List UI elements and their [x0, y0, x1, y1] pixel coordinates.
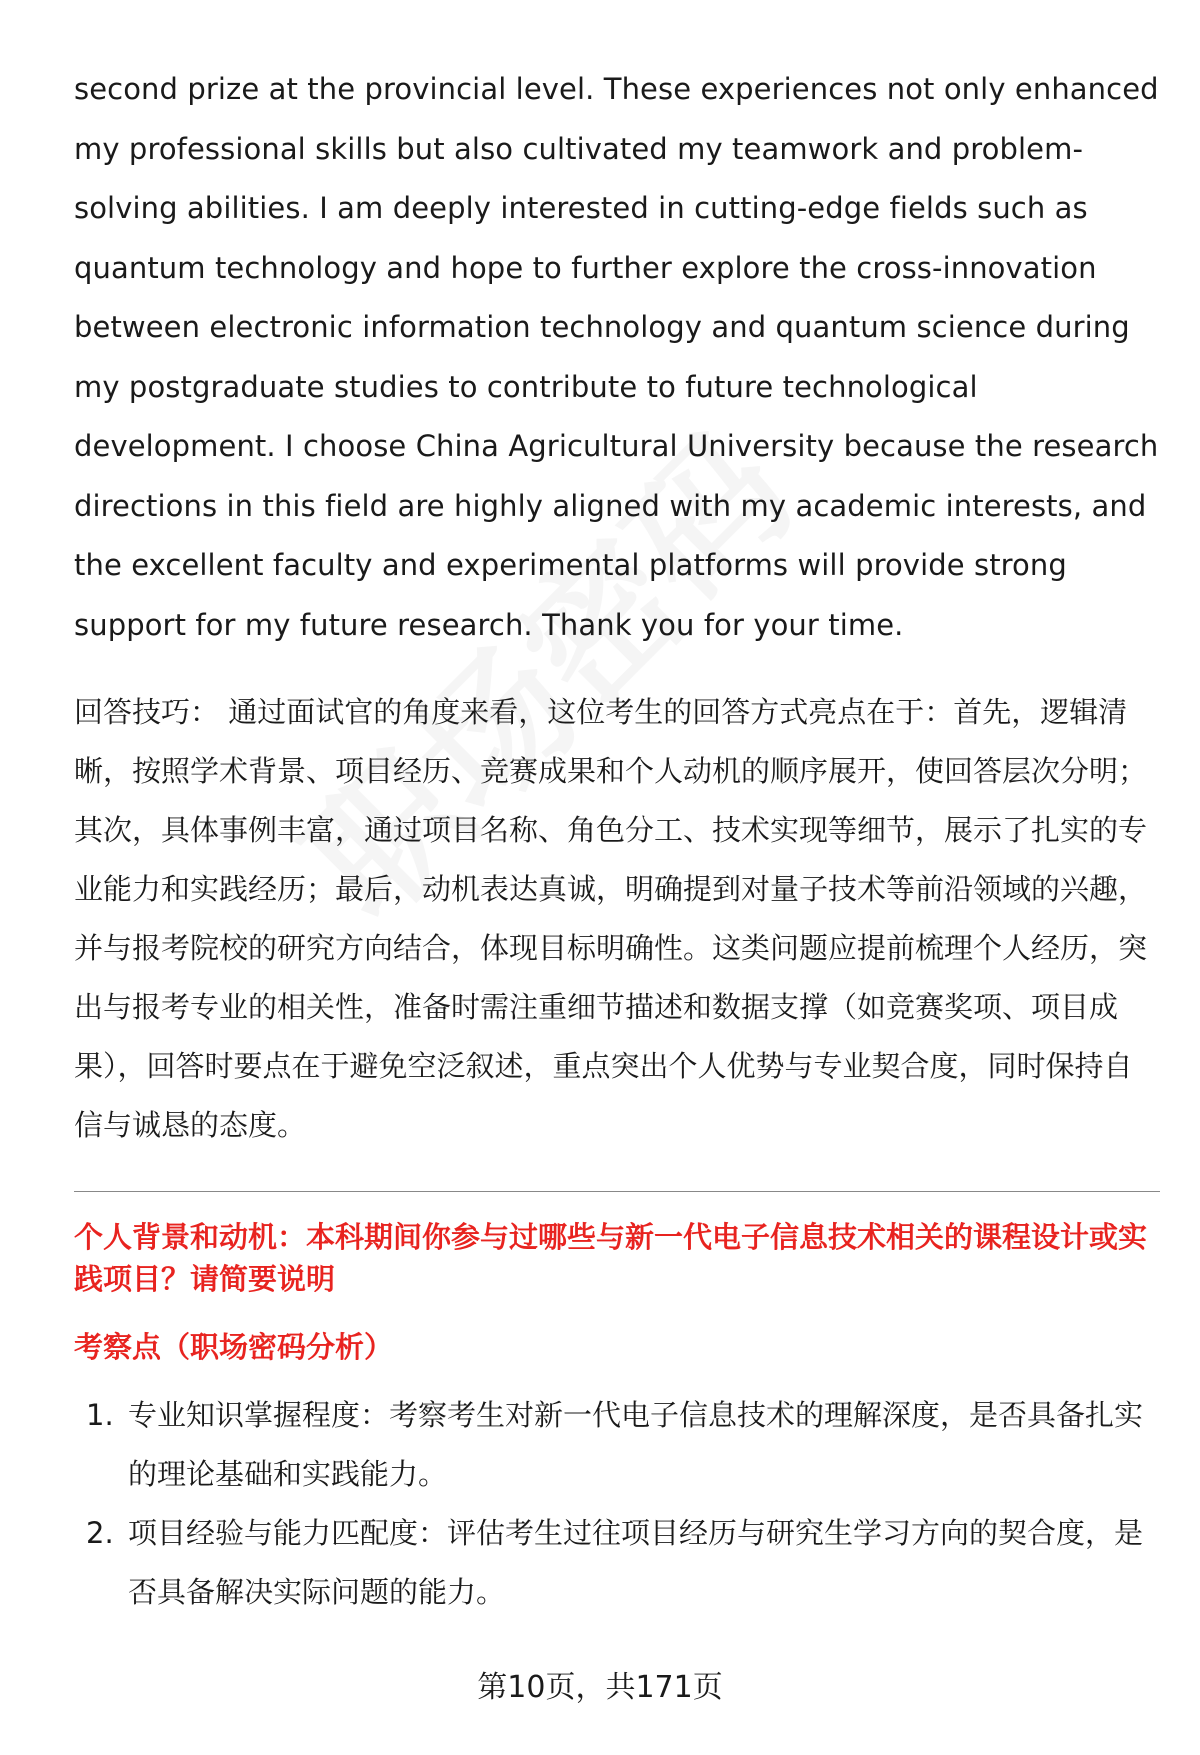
section-divider — [74, 1191, 1160, 1192]
page-number-footer: 第10页，共171页 — [477, 1670, 723, 1705]
analysis-points-list — [74, 1386, 1160, 1622]
list-item-text: 项目经验与能力匹配度：评估考生过往项目经历与研究生学习方向的契合度，是否具备解决实际问题的能力。 — [128, 1516, 1144, 1609]
answer-tips-paragraph: 回答技巧： 通过面试官的角度来看，这位考生的回答方式亮点在于：首先，逻辑清晰，按照学术背景、项目经历、竞赛成果和个人动机的顺序展开，使回答层次分明；其次，具体事例丰富，通过项目名称、角色分工、技术实现等细节，展示了扎实的专业能力和实践经历；最后，动机表达真诚，明确提到对量子技术等前沿领域的兴趣，并与报考院校的研究方向结合，体现目标明确性。这类问题应提前梳理个人经历，突出与报考专业的相关性，准备时需注重细节描述和数据支撑（如竞赛奖项、项目成果），回答时要点在于避免空泛叙述，重点突出个人优势与专业契合度，同时保持自信与诚恳的态度。 — [74, 695, 1148, 1142]
page-content — [74, 60, 1160, 1622]
list-item — [74, 1386, 1160, 1504]
list-item-number: 2. — [86, 1516, 114, 1550]
list-item-number: 1. — [86, 1398, 114, 1432]
question-heading: 个人背景和动机：本科期间你参与过哪些与新一代电子信息技术相关的课程设计或实践项目？请简要说明 — [74, 1220, 1148, 1296]
analysis-title: 考察点（职场密码分析） — [74, 1330, 394, 1364]
list-item — [74, 1504, 1160, 1622]
intro-paragraph: second prize at the provincial level. These experiences not only enhanced my professional skills but also cultivated my teamwork and problem-solving abilities. I am deeply interested in cutting-edge fields such as quantum technology and hope to further explore the cross-innovation between electronic information technology and quantum science during my postgraduate studies to contribute to future technological development. I choose China Agricultural University because the research directions in this field are highly aligned with my academic interests, and the excellent faculty and experimental platforms will provide strong support for my future research. Thank you for your time. — [74, 72, 1159, 642]
list-item-text: 专业知识掌握程度：考察考生对新一代电子信息技术的理解深度，是否具备扎实的理论基础和实践能力。 — [128, 1398, 1144, 1491]
